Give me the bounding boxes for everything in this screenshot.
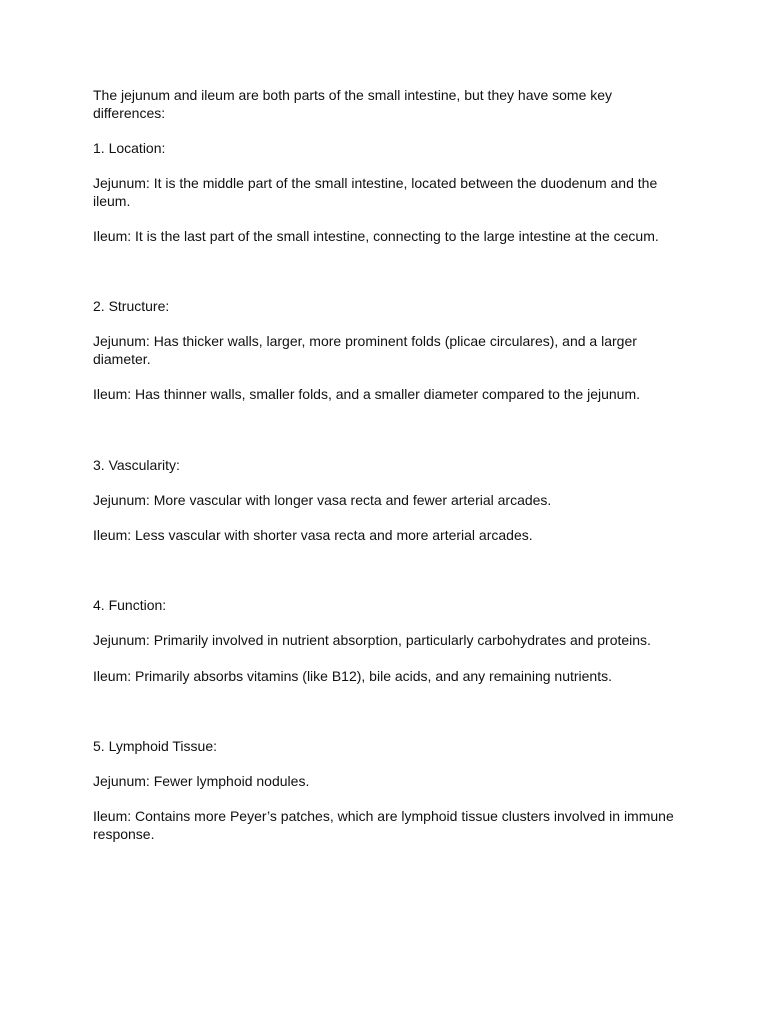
section-heading: 5. Lymphoid Tissue: — [93, 738, 217, 755]
section-location — [93, 140, 678, 246]
jejunum-paragraph: Jejunum: It is the middle part of the small intestine, located between the duodenum and the ileum. — [93, 174, 658, 209]
ileum-paragraph: Ileum: Primarily absorbs vitamins (like B12), bile acids, and any remaining nutrients. — [93, 667, 612, 684]
ileum-paragraph: Ileum: It is the last part of the small intestine, connecting to the large intestine at the cecum. — [93, 227, 659, 244]
section-heading: 4. Function: — [93, 597, 167, 614]
ileum-paragraph: Ileum: Has thinner walls, smaller folds, and a smaller diameter compared to the jejunum. — [93, 386, 641, 403]
section-heading: 1. Location: — [93, 139, 166, 156]
jejunum-paragraph: Jejunum: Has thicker walls, larger, more prominent folds (plicae circulares), and a larger diameter. — [93, 333, 637, 367]
ileum-paragraph: Ileum: Contains more Peyer’s patches, which are lymphoid tissue clusters involved in immune response. — [93, 808, 674, 842]
intro-paragraph: The jejunum and ileum are both parts of the small intestine, but they have some key differences: — [93, 87, 613, 121]
document-page — [93, 87, 678, 861]
section-structure — [93, 298, 678, 404]
section-heading: 2. Structure: — [93, 298, 170, 315]
section-lymphoid-tissue — [93, 738, 678, 844]
jejunum-paragraph: Jejunum: Primarily involved in nutrient absorption, particularly carbohydrates and proteins. — [93, 632, 651, 649]
section-function — [93, 597, 678, 685]
section-vascularity — [93, 457, 678, 545]
jejunum-paragraph: Jejunum: Fewer lymphoid nodules. — [93, 773, 310, 790]
ileum-paragraph: Ileum: Less vascular with shorter vasa recta and more arterial arcades. — [93, 526, 533, 543]
section-heading: 3. Vascularity: — [93, 456, 180, 473]
jejunum-paragraph: Jejunum: More vascular with longer vasa recta and fewer arterial arcades. — [93, 491, 552, 508]
